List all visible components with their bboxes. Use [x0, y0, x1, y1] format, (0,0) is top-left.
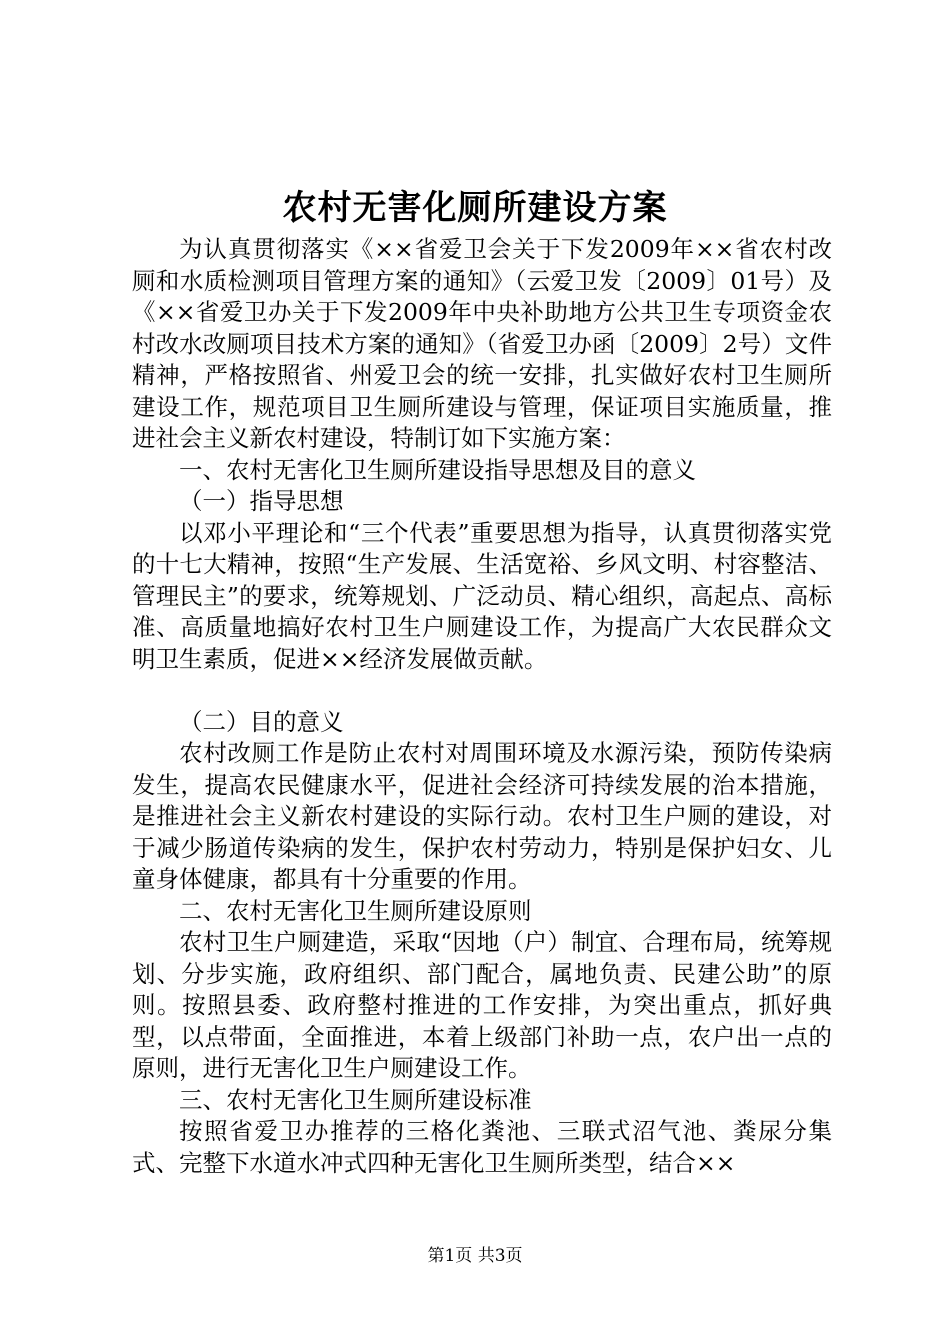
- intro-paragraph: 为认真贯彻落实《××省爱卫会关于下发2009年××省农村改厕和水质检测项目管理方案的通知》（云爱卫发〔2009〕01号）及《××省爱卫办关于下发2009年中央补助地方公共卫生专项资金农村改水改厕项目技术方案的通知》（省爱卫办函〔2009〕2号）文件精神，严格按照省、州爱卫会的统一安排，扎实做好农村卫生厕所建设工作，规范项目卫生厕所建设与管理，保证项目实施质量，推进社会主义新农村建设，特制订如下实施方案：: [132, 235, 832, 452]
- document-title: 农村无害化厕所建设方案: [282, 188, 668, 228]
- subsection-heading-2: （二）目的意义: [179, 707, 344, 736]
- standards-paragraph: 按照省爱卫办推荐的三格化粪池、三联式沼气池、粪尿分集式、完整下水道水冲式四种无害化卫生厕所类型，结合××: [132, 1117, 832, 1177]
- section-heading-2: 二、农村无害化卫生厕所建设原则: [179, 896, 532, 925]
- section-heading-1: 一、农村无害化卫生厕所建设指导思想及目的意义: [179, 455, 696, 484]
- subsection-heading-1: （一）指导思想: [179, 487, 344, 515]
- guiding-ideology-paragraph: 以邓小平理论和“三个代表”重要思想为指导，认真贯彻落实党的十七大精神，按照“生产发展、生活宽裕、乡风文明、村容整洁、管理民主”的要求，统筹规划、广泛动员、精心组织，高起点、高标准、高质量地搞好农村卫生户厕建设工作，为提高广大农民群众文明卫生素质，促进××经济发展做贡献。: [132, 518, 832, 673]
- page-footer: 第1页 共3页: [427, 1246, 523, 1266]
- section-heading-3: 三、农村无害化卫生厕所建设标准: [179, 1085, 532, 1114]
- principles-paragraph: 农村卫生户厕建造，采取“因地（户）制宜、合理布局，统筹规划、分步实施，政府组织、部门配合，属地负责、民建公助”的原则。按照县委、政府整村推进的工作安排，为突出重点，抓好典型，以点带面，全面推进，本着上级部门补助一点，农户出一点的原则，进行无害化卫生户厕建设工作。: [132, 928, 832, 1082]
- purpose-paragraph: 农村改厕工作是防止农村对周围环境及水源污染，预防传染病发生，提高农民健康水平，促进社会经济可持续发展的治本措施，是推进社会主义新农村建设的实际行动。农村卫生户厕的建设，对于减少肠道传染病的发生，保护农村劳动力，特别是保护妇女、儿童身体健康，都具有十分重要的作用。: [132, 739, 832, 893]
- document-body: [132, 234, 832, 1179]
